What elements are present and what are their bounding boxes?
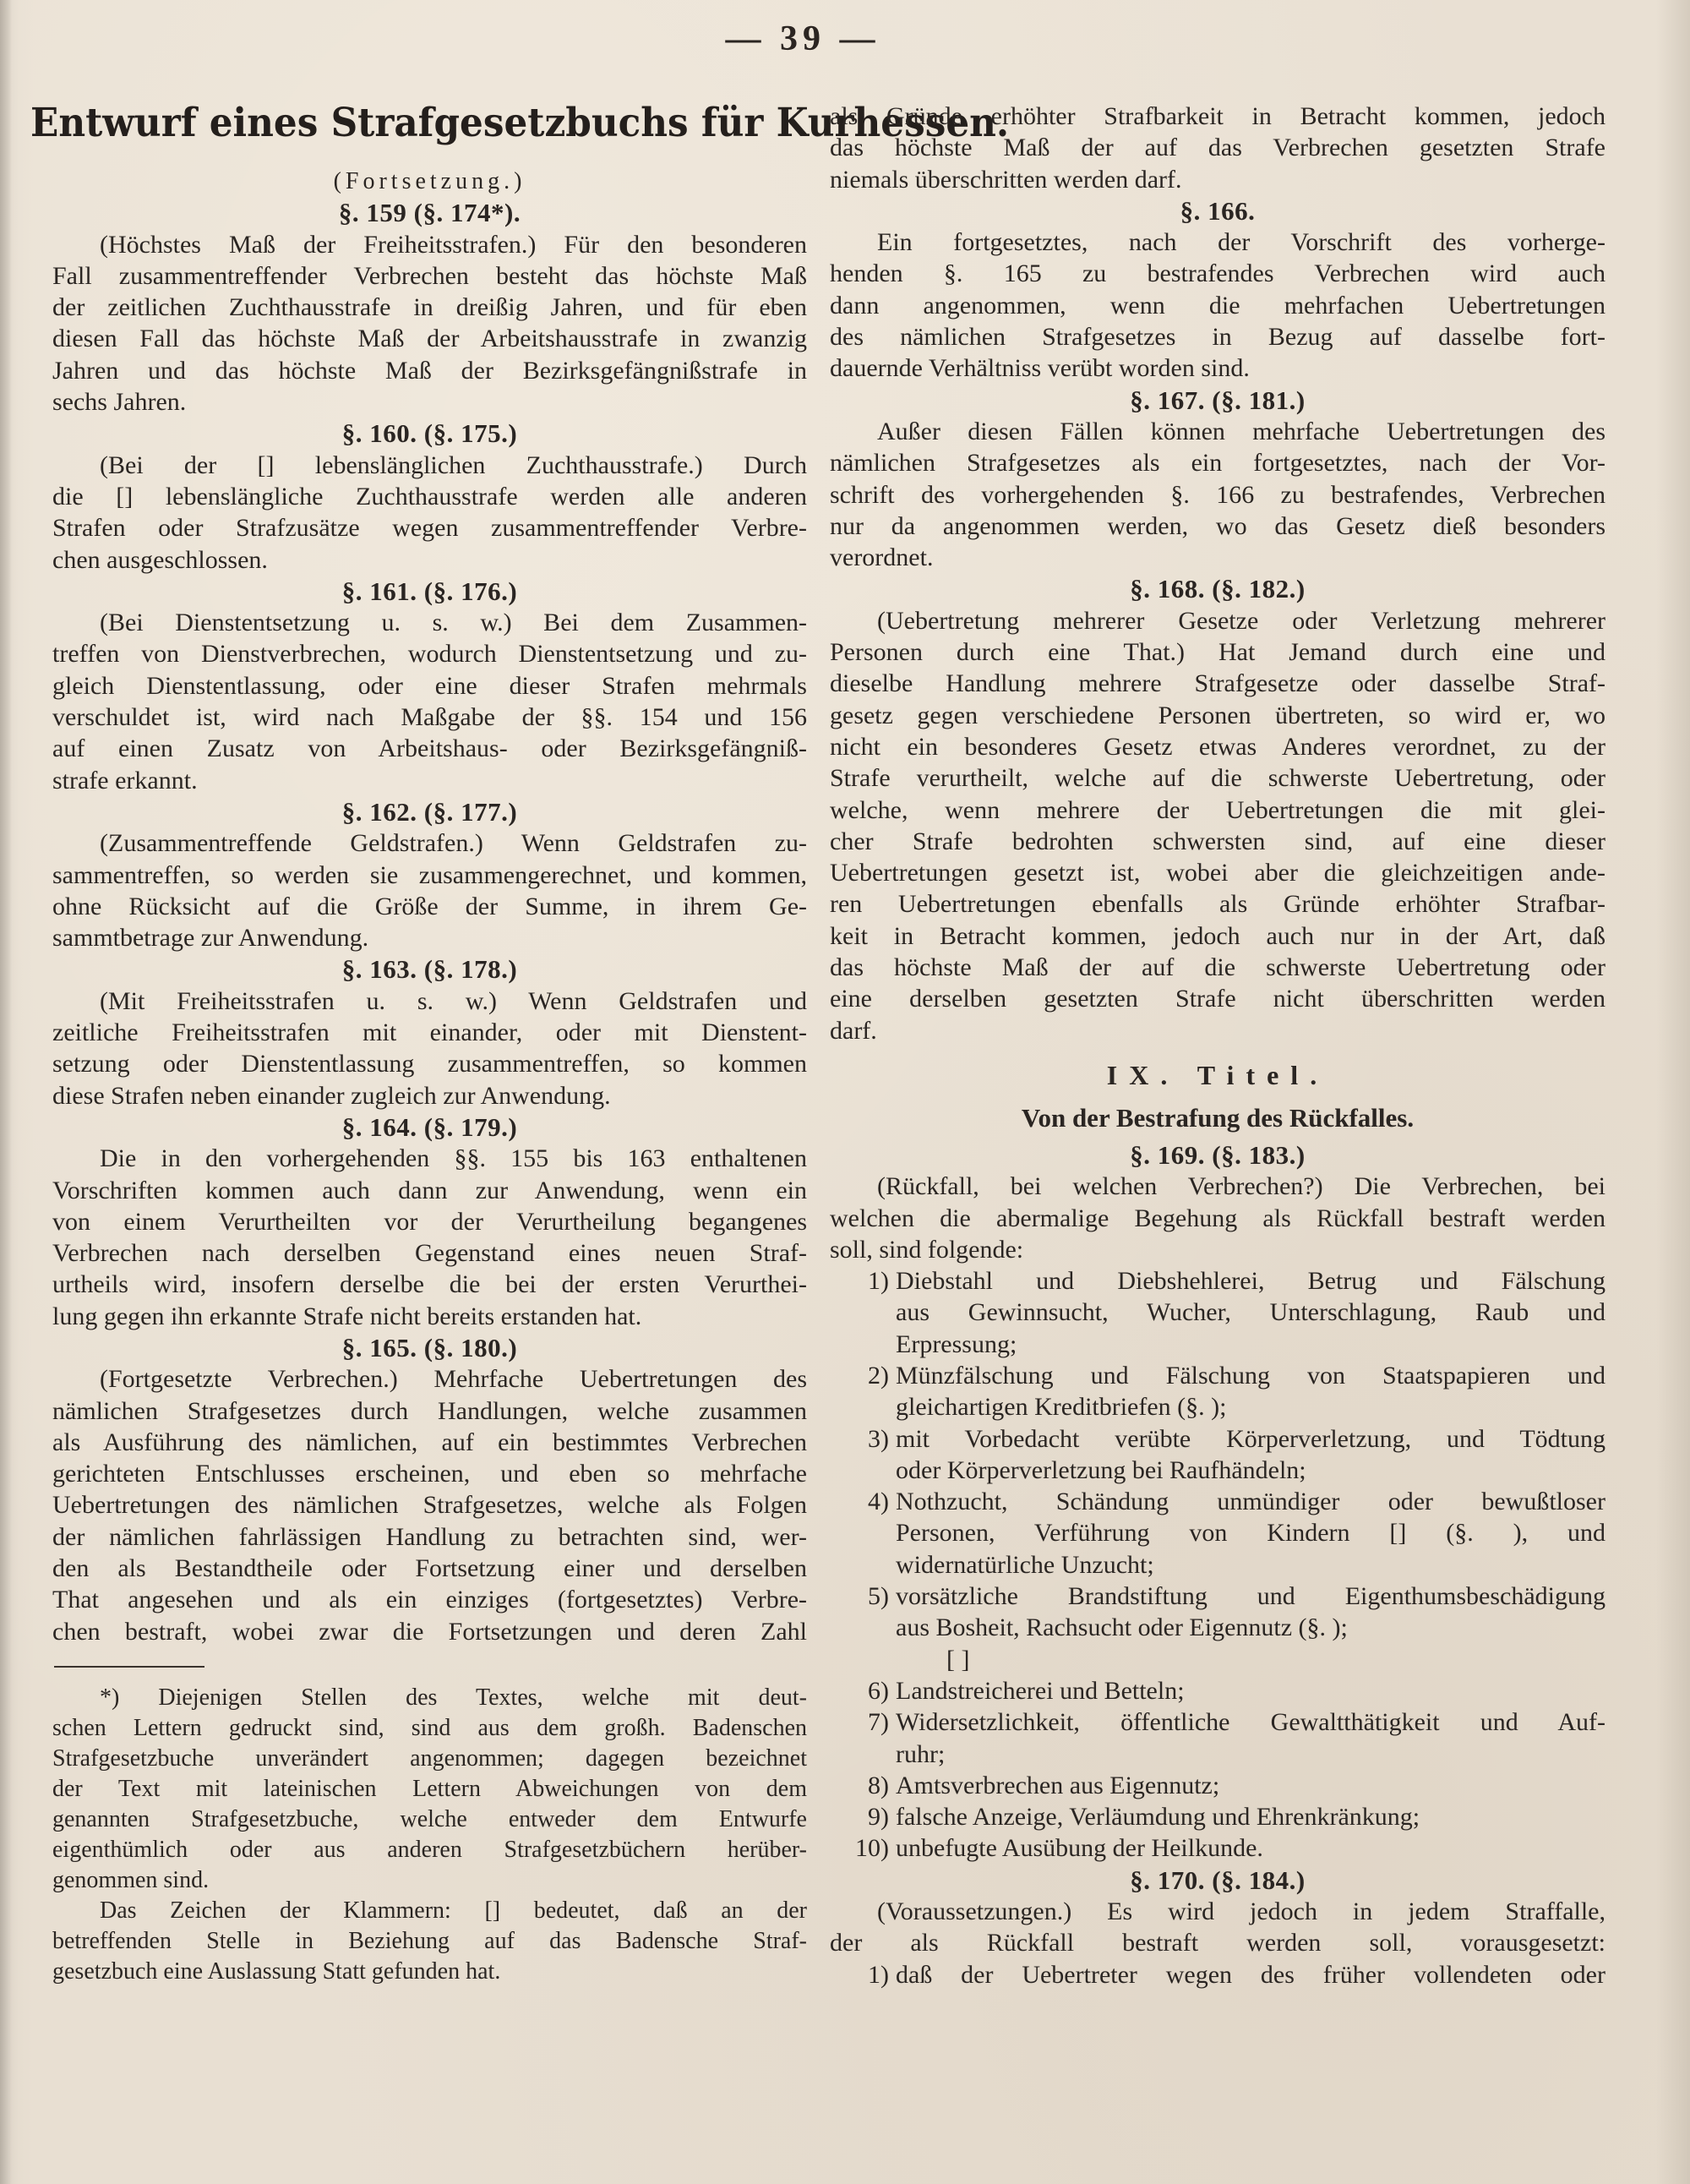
list-item-line xyxy=(830,1297,1606,1328)
text-line: verschuldet ist, wird nach Maßgabe der §§. 154 und 156 xyxy=(52,703,807,732)
paragraph xyxy=(52,229,807,418)
text-line: gleich Dienstentlassung, oder eine dieser Strafen mehrmals xyxy=(52,671,807,700)
section-heading: §. 170. (§. 184.) xyxy=(1130,1865,1306,1895)
text-line: (Bei Dienstentsetzung u. s. w.) Bei dem Zusammen- xyxy=(100,609,807,637)
text-line: das höchste Maß der auf die schwerste Uebertretung oder xyxy=(830,953,1606,982)
list-item xyxy=(830,1959,1606,1990)
list-item-number: 8) xyxy=(868,1771,889,1799)
section-heading: §. 167. (§. 181.) xyxy=(1130,385,1306,415)
paragraph xyxy=(52,1143,807,1332)
list-item-number xyxy=(830,1549,896,1581)
list-item-line xyxy=(830,1517,1606,1548)
text-line: chen ausgeschlossen. xyxy=(52,545,268,574)
list-item-text: Widersetzlichkeit, öffentliche Gewaltthätigkeit und Auf- xyxy=(896,1708,1606,1737)
list-item-line xyxy=(830,1739,1606,1770)
text-line: lung gegen ihn erkannte Strafe nicht bereits erstanden hat. xyxy=(52,1302,642,1330)
paragraph xyxy=(830,605,1606,1046)
list-item-text: aus Bosheit, Rachsucht oder Eigennutz (§. ); xyxy=(896,1613,1348,1642)
footnote-line: der Text mit lateinischen Lettern Abweichungen von dem xyxy=(52,1775,807,1802)
list-item xyxy=(830,1360,1606,1423)
list-item-text: daß der Uebertreter wegen des früher vollendeten oder xyxy=(896,1960,1606,1989)
text-line: Außer diesen Fällen können mehrfache Uebertretungen des xyxy=(877,417,1606,445)
list-item-number: 1) xyxy=(868,1267,889,1296)
list-item-text: gleichartigen Kreditbriefen (§. ); xyxy=(896,1393,1227,1422)
list-item-number xyxy=(830,1644,896,1675)
text-line: soll, sind folgende: xyxy=(830,1235,1024,1264)
paragraph xyxy=(830,1896,1606,1959)
text-line: urtheils wird, insofern derselbe die bei der ersten Verurthei- xyxy=(52,1270,807,1299)
text-line: gesetz gegen verschiedene Personen übertreten, so wird er, wo xyxy=(830,701,1606,729)
text-line: des nämlichen Strafgesetzes in Bezug auf dasselbe fort- xyxy=(830,323,1606,352)
text-line: sammtbetrage zur Anwendung. xyxy=(52,924,369,953)
text-line: Strafe verurtheilt, welche auf die schwerste Uebertretung, oder xyxy=(830,764,1606,793)
list-item-number: 6) xyxy=(868,1676,889,1705)
subtitle: (Fortsetzung.) xyxy=(333,168,526,194)
list-item-text: widernatürliche Unzucht; xyxy=(896,1550,1154,1579)
title-number-heading: IX. Titel. xyxy=(1106,1059,1329,1090)
text-line: treffen von Dienstverbrechen, wodurch Dienstentsetzung und zu- xyxy=(52,640,807,669)
paragraph xyxy=(52,827,807,953)
section-heading: §. 168. (§. 182.) xyxy=(1130,574,1306,604)
text-line: diesen Fall das höchste Maß der Arbeitshausstrafe in zwanzig xyxy=(52,325,807,353)
text-line: dauernde Verhältniss verübt worden sind. xyxy=(830,354,1250,383)
list-item xyxy=(830,1675,1606,1706)
text-line: darf. xyxy=(830,1016,877,1045)
section-heading: §. 161. (§. 176.) xyxy=(341,576,518,606)
text-line: (Uebertretung mehrerer Gesetze oder Verletzung mehrerer xyxy=(877,606,1606,635)
text-line: Vorschriften kommen auch dann zur Anwendung, wenn ein xyxy=(52,1176,807,1204)
paragraph xyxy=(52,607,807,796)
text-line: Verbrechen nach derselben Gegenstand eines neuen Straf- xyxy=(52,1239,807,1268)
left-column xyxy=(52,166,807,1987)
page-binding-edge xyxy=(0,0,12,2184)
text-line: zeitliche Freiheitsstrafen mit einander, oder mit Dienstent- xyxy=(52,1018,807,1047)
list-item-number xyxy=(830,1612,896,1643)
section-heading: §. 162. (§. 177.) xyxy=(341,796,518,827)
footnote-line: schen Lettern gedruckt sind, sind aus dem großh. Badenschen xyxy=(52,1714,807,1741)
list-item-text: unbefugte Ausübung der Heilkunde. xyxy=(896,1834,1263,1863)
list-item-text: Amtsverbrechen aus Eigennutz; xyxy=(896,1771,1220,1799)
text-line: Jahren und das höchste Maß der Bezirksgefängnißstrafe in xyxy=(52,356,807,385)
footnote-divider xyxy=(54,1666,204,1668)
section-heading: §. 169. (§. 183.) xyxy=(1130,1139,1306,1170)
paragraph xyxy=(52,1363,807,1647)
text-line: That angesehen und als ein einziges (fortgesetztes) Verbre- xyxy=(52,1586,807,1614)
paragraph xyxy=(830,227,1606,384)
section-heading: §. 165. (§. 180.) xyxy=(341,1332,518,1362)
list-item xyxy=(830,1423,1606,1487)
text-line: als Ausführung des nämlichen, auf ein bestimmtes Verbrechen xyxy=(52,1428,807,1456)
text-line: sammentreffen, so werden sie zusammengerechnet, und kommen, xyxy=(52,860,807,889)
text-line: Personen durch eine That.) Hat Jemand durch eine und xyxy=(830,638,1606,667)
document-title: Entwurf eines Strafgesetzbuchs für Kurhessen. xyxy=(30,100,1010,146)
list-item-text: Nothzucht, Schändung unmündiger oder bewußtloser xyxy=(896,1488,1606,1516)
list-item-text: Münzfälschung und Fälschung von Staatspapieren und xyxy=(896,1361,1606,1390)
list-item-text: oder Körperverletzung bei Raufhändeln; xyxy=(896,1455,1306,1484)
list-item-line xyxy=(830,1423,1606,1455)
text-line: (Voraussetzungen.) Es wird jedoch in jedem Straffalle, xyxy=(877,1897,1606,1926)
text-line: der nämlichen fahrlässigen Handlung zu betrachten sind, wer- xyxy=(52,1522,807,1551)
list-item xyxy=(830,1832,1606,1864)
list-item-number: 3) xyxy=(868,1424,889,1453)
list-item-line xyxy=(830,1706,1606,1738)
text-line: nicht ein besonderes Gesetz etwas Anderes verordnet, zu der xyxy=(830,732,1606,761)
text-line: dieselbe Handlung mehrere Strafgesetze oder dasselbe Straf- xyxy=(830,669,1606,698)
list-item-number xyxy=(830,1455,896,1486)
text-line: strafe erkannt. xyxy=(52,766,198,794)
text-line: henden §. 165 zu bestrafendes Verbrechen wird auch xyxy=(830,259,1606,288)
list-item-text: ruhr; xyxy=(896,1739,946,1768)
list-item-line xyxy=(830,1360,1606,1391)
footnote-line: eigenthümlich oder aus anderen Strafgesetzbüchern herüber- xyxy=(52,1836,807,1863)
list-item-text: [ ] xyxy=(946,1645,970,1673)
text-line: das höchste Maß der auf das Verbrechen gesetzten Strafe xyxy=(830,134,1606,162)
list-item-line xyxy=(830,1832,1606,1864)
list-item-text: aus Gewinnsucht, Wucher, Unterschlagung, Raub und xyxy=(896,1298,1606,1327)
text-line: eine derselben gesetzten Strafe nicht überschritten werden xyxy=(830,985,1606,1013)
list-item-line xyxy=(830,1455,1606,1486)
text-line: auf einen Zusatz von Arbeitshaus- oder Bezirksgefängniß- xyxy=(52,734,807,763)
page-number: — 39 — xyxy=(725,19,880,58)
enumerated-list xyxy=(830,1265,1606,1865)
list-item-line xyxy=(830,1391,1606,1422)
list-item-text: falsche Anzeige, Verläumdung und Ehrenkränkung; xyxy=(896,1803,1420,1832)
list-item-line xyxy=(830,1549,1606,1581)
list-item-text: mit Vorbedacht verübte Körperverletzung, und Tödtung xyxy=(896,1424,1606,1453)
text-line: schrift des vorhergehenden §. 166 zu bestrafendes, Verbrechen xyxy=(830,480,1606,509)
text-line: Fall zusammentreffender Verbrechen besteht das höchste Maß xyxy=(52,261,807,290)
text-line: Ein fortgesetztes, nach der Vorschrift des vorherge- xyxy=(877,228,1606,257)
list-item-line xyxy=(830,1265,1606,1297)
list-item xyxy=(830,1706,1606,1770)
section-heading: §. 164. (§. 179.) xyxy=(341,1111,518,1142)
text-line: (Fortgesetzte Verbrechen.) Mehrfache Uebertretungen des xyxy=(100,1365,807,1394)
list-item-line xyxy=(830,1770,1606,1801)
paragraph xyxy=(52,450,807,576)
title-subheading: Von der Bestrafung des Rückfalles. xyxy=(1021,1102,1415,1133)
list-item-number: 7) xyxy=(868,1708,889,1737)
list-item-line xyxy=(830,1801,1606,1832)
text-line: sechs Jahren. xyxy=(52,388,187,417)
list-item-text: vorsätzliche Brandstiftung und Eigenthumsbeschädigung xyxy=(896,1582,1606,1611)
list-item xyxy=(830,1801,1606,1832)
paragraph xyxy=(830,101,1606,195)
text-line: diese Strafen neben einander zugleich zur Anwendung. xyxy=(52,1081,611,1110)
list-item-line xyxy=(830,1959,1606,1990)
text-line: als Gründe erhöhter Strafbarkeit in Betracht kommen, jedoch xyxy=(830,102,1606,130)
list-item-number xyxy=(830,1739,896,1770)
text-line: (Mit Freiheitsstrafen u. s. w.) Wenn Geldstrafen und xyxy=(100,986,807,1015)
text-line: welchen die abermalige Begehung als Rückfall bestraft werden xyxy=(830,1204,1606,1232)
list-item-line xyxy=(830,1675,1606,1706)
text-line: ohne Rücksicht auf die Größe der Summe, in ihrem Ge- xyxy=(52,892,807,920)
list-item-number: 9) xyxy=(868,1803,889,1832)
text-line: verordnet. xyxy=(830,543,934,572)
text-line: (Bei der [] lebenslänglichen Zuchthausstrafe.) Durch xyxy=(100,450,807,479)
list-item-line xyxy=(830,1581,1606,1612)
text-line: der zeitlichen Zuchthausstrafe in dreißig Jahren, und für eben xyxy=(52,293,807,322)
list-item-number xyxy=(830,1329,896,1360)
list-item-text: Landstreicherei und Betteln; xyxy=(896,1676,1185,1705)
text-line: Strafen oder Strafzusätze wegen zusammentreffender Verbre- xyxy=(52,514,807,543)
footnote-paragraph xyxy=(52,1683,807,1896)
text-line: cher Strafe bedrohten schwersten sind, auf eine dieser xyxy=(830,827,1606,855)
text-line: nämlichen Strafgesetzes durch Handlungen, welche zusammen xyxy=(52,1396,807,1425)
list-item-number xyxy=(830,1391,896,1422)
section-heading: §. 160. (§. 175.) xyxy=(341,418,518,449)
footnote-paragraph xyxy=(52,1896,807,1987)
text-line: welche, wenn mehrere der Uebertretungen die mit glei- xyxy=(830,795,1606,824)
list-item xyxy=(830,1581,1606,1644)
footnote-line: gesetzbuch eine Auslassung Statt gefunden hat. xyxy=(52,1957,501,1985)
list-item-number: 2) xyxy=(868,1361,889,1390)
enumerated-list xyxy=(830,1959,1606,1990)
text-line: setzung oder Dienstentlassung zusammentreffen, so kommen xyxy=(52,1050,807,1078)
text-line: Uebertretungen des nämlichen Strafgesetzes, welche als Folgen xyxy=(52,1491,807,1520)
list-item-text: Erpressung; xyxy=(896,1330,1017,1358)
list-item-number: 1) xyxy=(868,1960,889,1989)
list-item-line xyxy=(830,1486,1606,1517)
text-line: (Zusammentreffende Geldstrafen.) Wenn Geldstrafen zu- xyxy=(100,829,807,858)
text-line: Die in den vorhergehenden §§. 155 bis 163 enthaltenen xyxy=(100,1144,807,1173)
section-heading: §. 163. (§. 178.) xyxy=(341,954,518,985)
list-item xyxy=(830,1265,1606,1360)
text-line: den als Bestandtheile oder Fortsetzung einer und derselben xyxy=(52,1554,807,1583)
list-item-line xyxy=(830,1644,1606,1675)
text-line: ren Uebertretungen ebenfalls als Gründe erhöhter Strafbar- xyxy=(830,890,1606,919)
footnote-line: Strafgesetzbuche unverändert angenommen; dagegen bezeichnet xyxy=(52,1744,807,1772)
footnote xyxy=(52,1666,807,1987)
footnote-line: Das Zeichen der Klammern: [] bedeutet, daß an der xyxy=(100,1897,807,1924)
list-item-number: 10) xyxy=(855,1834,889,1863)
list-item-number: 5) xyxy=(868,1582,889,1611)
text-line: Uebertretungen gesetzt ist, wobei aber die gleichzeitigen ande- xyxy=(830,859,1606,887)
section-heading: §. 166. xyxy=(1180,195,1256,226)
list-item-text: Diebstahl und Diebshehlerei, Betrug und Fälschung xyxy=(896,1267,1606,1296)
right-column xyxy=(830,101,1606,1990)
section-heading: §. 159 (§. 174*). xyxy=(338,198,521,228)
list-item-line xyxy=(830,1329,1606,1360)
text-line: chen bestraft, wobei zwar die Fortsetzungen und deren Zahl xyxy=(52,1617,807,1646)
list-item-number: 4) xyxy=(868,1488,889,1516)
list-item-number xyxy=(830,1297,896,1328)
footnote-line: betreffenden Stelle in Beziehung auf das Badensche Straf- xyxy=(52,1927,807,1954)
text-line: keit in Betracht kommen, jedoch auch nur in der Art, daß xyxy=(830,921,1606,950)
text-line: (Höchstes Maß der Freiheitsstrafen.) Für den besonderen xyxy=(100,230,807,259)
page-right-edge-shading xyxy=(1656,0,1690,2184)
list-item xyxy=(830,1770,1606,1801)
footnote-line: genannten Strafgesetzbuche, welche entweder dem Entwurfe xyxy=(52,1805,807,1832)
text-line: niemals überschritten werden darf. xyxy=(830,165,1182,194)
paragraph xyxy=(830,1171,1606,1265)
text-line: (Rückfall, bei welchen Verbrechen?) Die Verbrechen, bei xyxy=(877,1172,1606,1201)
text-line: die [] lebenslängliche Zuchthausstrafe werden alle anderen xyxy=(52,482,807,511)
text-line: nämlichen Strafgesetzes als ein fortgesetztes, nach der Vor- xyxy=(830,449,1606,478)
footnote-line: genommen sind. xyxy=(52,1866,210,1893)
text-line: der als Rückfall bestraft werden soll, vorausgesetzt: xyxy=(830,1929,1606,1957)
paragraph xyxy=(830,416,1606,573)
list-item xyxy=(830,1486,1606,1581)
list-item xyxy=(830,1644,1606,1675)
text-line: von einem Verurtheilten vor der Verurtheilung begangenes xyxy=(52,1207,807,1236)
paragraph xyxy=(52,986,807,1111)
list-item-number xyxy=(830,1517,896,1548)
footnote-line: *) Diejenigen Stellen des Textes, welche mit deut- xyxy=(100,1684,807,1711)
list-item-line xyxy=(830,1612,1606,1643)
text-line: dann angenommen, wenn die mehrfachen Uebertretungen xyxy=(830,291,1606,319)
text-line: nur da angenommen werden, wo das Gesetz dieß besonders xyxy=(830,511,1606,540)
text-line: gerichteten Entschlusses erscheinen, und eben so mehrfache xyxy=(52,1460,807,1488)
list-item-text: Personen, Verführung von Kindern [] (§. ), und xyxy=(896,1519,1606,1548)
